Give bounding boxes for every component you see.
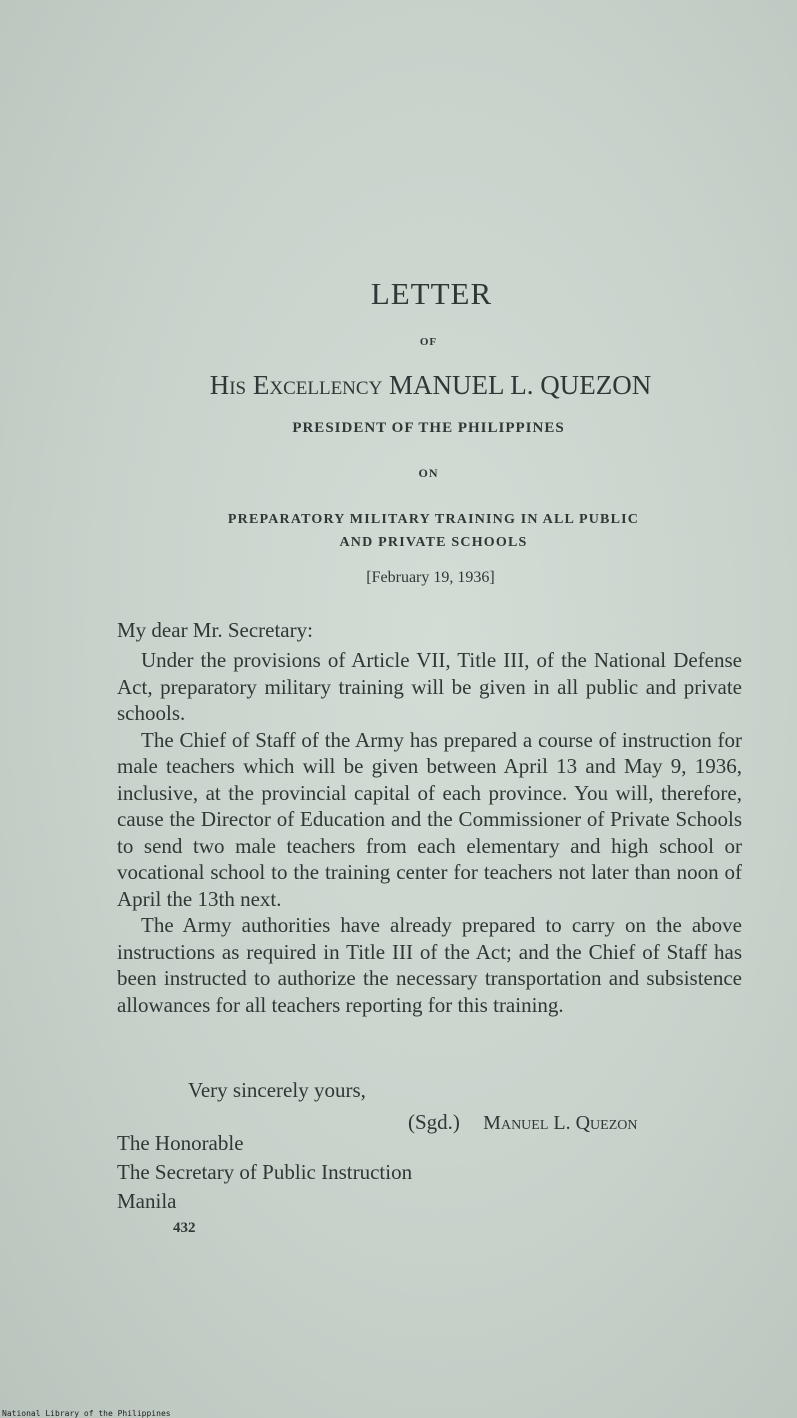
signature-prefix: (Sgd.) [408, 1110, 460, 1134]
addressee-block [117, 1129, 412, 1216]
addressee-line-3: Manila [117, 1189, 177, 1213]
page-number: 432 [173, 1220, 196, 1236]
paragraph-3: The Army authorities have already prepared to carry on the above instructions as required in Title III of the Act; and the Chief of Staff has been instructed to authorize the necessary transportation and subsistence allowances for all teachers reporting for this training. [117, 913, 742, 1017]
salutation: My dear Mr. Secretary: [117, 618, 313, 642]
footer-credit: National Library of the Philippines [2, 1409, 171, 1418]
author-name: MANUEL L. QUEZON [389, 370, 652, 400]
addressee-line-1: The Honorable [117, 1131, 244, 1155]
subject-line-2: AND PRIVATE SCHOOLS [339, 535, 528, 550]
paragraph-2: The Chief of Staff of the Army has prepared a course of instruction for male teachers which will be given between April 13 and May 9, 1936, inclusive, at the provincial capital of each province. You will, therefore, cause the Director of Education and the Commissioner of Private Schools to send two male teachers from each elementary and high school or vocational school to the training center for teachers not later than noon of April the 13th next. [117, 727, 742, 911]
subject-line-1: PREPARATORY MILITARY TRAINING IN ALL PUBLIC [227, 512, 640, 527]
letter-date: [February 19, 1936] [366, 569, 495, 586]
subject-heading [35, 508, 797, 554]
excellency-prefix: His Excellency [209, 370, 383, 400]
signature [408, 1110, 637, 1135]
closing: Very sincerely yours, [188, 1078, 366, 1102]
signature-name: Manuel L. Quezon [483, 1112, 638, 1134]
paragraph-1: Under the provisions of Article VII, Title III, of the National Defense Act, preparatory military training will be given in all public and private schools. [117, 648, 742, 725]
addressee-line-2: The Secretary of Public Instruction [117, 1160, 413, 1184]
of-label: OF [419, 336, 438, 348]
author-title: PRESIDENT OF THE PHILIPPINES [292, 420, 565, 436]
on-label: ON [418, 466, 439, 480]
letter-body [117, 647, 742, 1018]
page-title: LETTER [370, 276, 493, 311]
author-heading [32, 370, 797, 401]
